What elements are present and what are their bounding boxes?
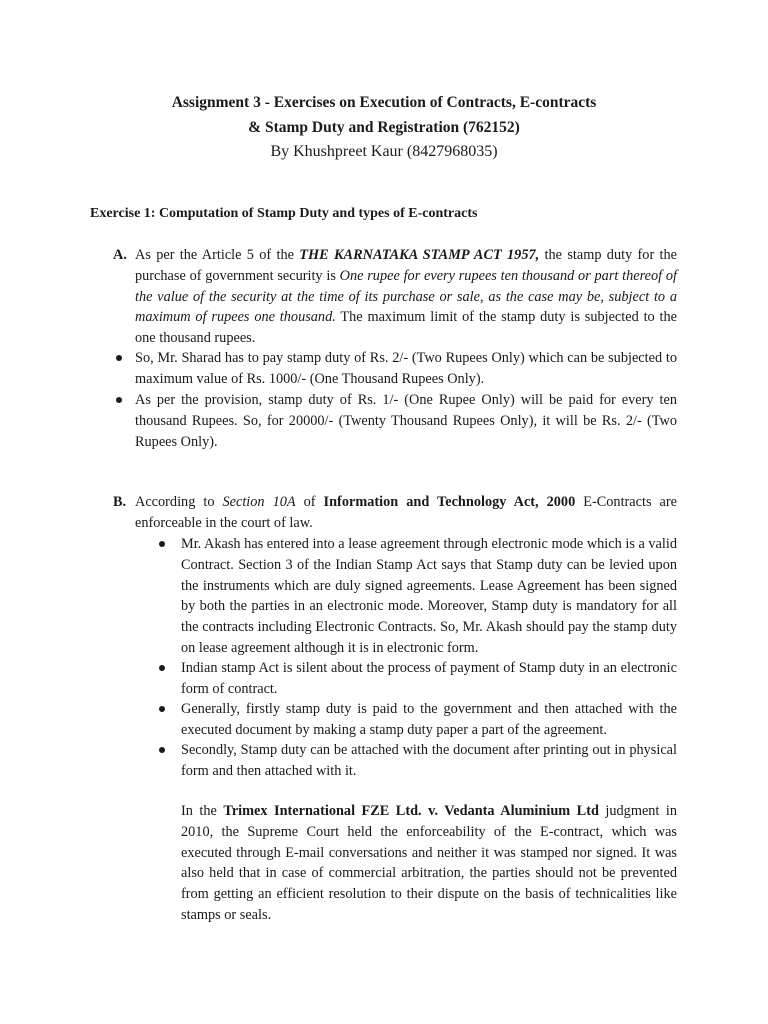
- bullet-dot: [159, 665, 165, 671]
- bullet-dot: [159, 747, 165, 753]
- author-line: By Khushpreet Kaur (8427968035): [270, 143, 498, 160]
- section-b-bullet-3: Generally, firstly stamp duty is paid to the government and then attached with the executed document by making a stamp duty paper a part of the agreement.: [181, 701, 677, 738]
- karnataka-stamp-act: THE KARNATAKA STAMP ACT 1957,: [299, 247, 540, 263]
- case-paragraph: [181, 801, 677, 926]
- section-b-paragraph: [135, 492, 677, 534]
- section-b-text-2: of: [295, 494, 324, 510]
- section-a-marker: A.: [113, 247, 127, 263]
- bullet-dot: [159, 706, 165, 712]
- bullet-dot: [116, 355, 122, 361]
- section-b-text-3: E-Contracts are enforceable in the court of law.: [135, 494, 677, 531]
- section-a-text-2: the stamp duty for the purchase of government security is: [135, 247, 678, 284]
- case-text-2: judgment in 2010, the Supreme Court held the enforceability of the E-contract, which was executed through E-mail conversations and neither it was stamped nor signed. It was also held that in case of commercial arbitration, the parties should not be prevented from getting an efficient resolution to their dispute on the basis of technicalities like stamps or seals.: [181, 803, 678, 923]
- section-b-marker: B.: [113, 494, 127, 510]
- bullet-dot: [159, 541, 165, 547]
- case-name: Trimex International FZE Ltd. v. Vedanta Aluminium Ltd: [223, 803, 599, 819]
- section-b-text-1: According to: [135, 494, 223, 510]
- section-b-bullet-1: Mr. Akash has entered into a lease agreement through electronic mode which is a valid Contract. Section 3 of the Indian Stamp Act says that Stamp duty can be levied upon the instruments which are duly signed agreements. Lease Agreement has been signed by both the parties in an electronic mode. Moreover, Stamp duty is mandatory for all the contracts including Electronic Contracts. So, Mr. Akash should pay the stamp duty on lease agreement although it is in electronic form.: [181, 536, 677, 656]
- section-b-bullet-2: Indian stamp Act is silent about the process of payment of Stamp duty in an electronic form of contract.: [181, 660, 677, 697]
- section-a-bullet-2: As per the provision, stamp duty of Rs. 1/- (One Rupee Only) will be paid for every ten thousand Rupees. So, for 20000/- (Twenty Thousand Rupees Only), it will be Rs. 2/- (Two Rupees Only).: [135, 392, 677, 450]
- bullet-dot: [116, 397, 122, 403]
- section-a-paragraph: [135, 245, 677, 349]
- exercise-heading: Exercise 1: Computation of Stamp Duty and types of E-contracts: [90, 206, 478, 221]
- section-a-text-1: As per the Article 5 of the: [135, 247, 300, 263]
- section-10a: Section 10A: [222, 494, 296, 510]
- section-a-quote: One rupee for every rupees ten thousand or part thereof of the value of the security at the time of its purchase or sale, as the case may be, subject to a maximum of rupees one thousand.: [135, 267, 677, 326]
- section-a-bullet-1: So, Mr. Sharad has to pay stamp duty of Rs. 2/- (Two Rupees Only) which can be subjected to maximum value of Rs. 1000/- (One Thousand Rupees Only).: [135, 350, 677, 387]
- section-a-text-3: The maximum limit of the stamp duty is subjected to the one thousand rupees.: [135, 309, 678, 347]
- it-act: Information and Technology Act, 2000: [323, 494, 576, 510]
- case-text-1: In the: [181, 803, 224, 819]
- section-b-bullet-4: Secondly, Stamp duty can be attached with the document after printing out in physical form and then attached with it.: [181, 742, 677, 779]
- title-line-1: Assignment 3 - Exercises on Execution of Contracts, E-contracts: [171, 94, 597, 111]
- title-line-2: & Stamp Duty and Registration (762152): [248, 119, 520, 136]
